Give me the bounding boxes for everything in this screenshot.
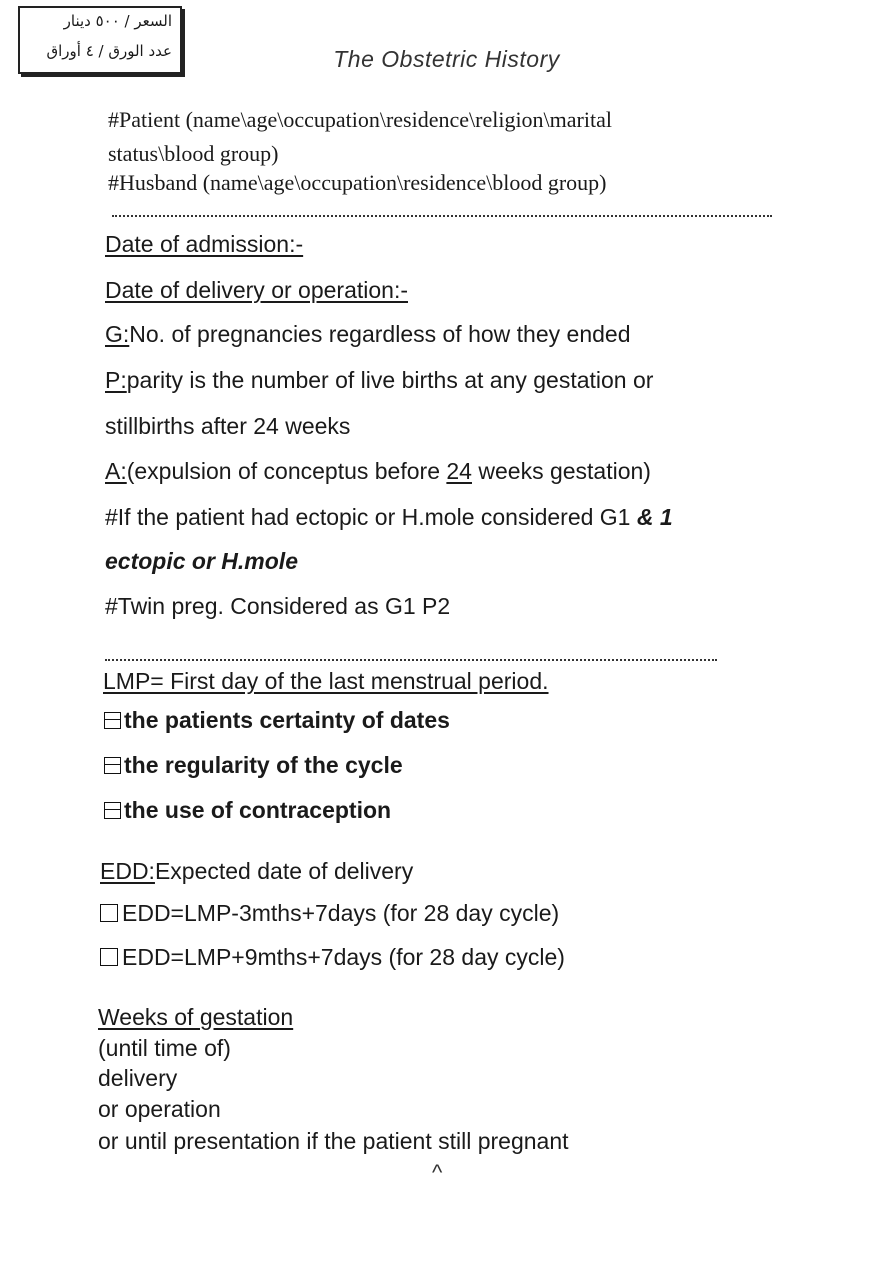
page-mark: ^	[432, 1160, 443, 1185]
gravida-label: G:	[105, 321, 130, 347]
abortion-weeks: 24	[446, 458, 472, 484]
ectopic-text: #If the patient had ectopic or H.mole considered G1	[105, 504, 637, 530]
lmp-item-certainty: the patients certainty of dates	[104, 707, 450, 734]
patient-line-1: #Patient (name\age\occupation\residence\religion\marital	[108, 107, 612, 132]
ectopic-bold-1: & 1	[636, 504, 673, 530]
edd-text: Expected date of delivery	[154, 858, 414, 884]
husband-line: #Husband (name\age\occupation\residence\blood group)	[108, 170, 607, 195]
separator-dots-1	[112, 215, 772, 217]
gravida-text: No. of pregnancies regardless of how they ended	[129, 321, 631, 347]
date-of-admission: Date of admission:-	[105, 231, 304, 257]
twin-line: #Twin preg. Considered as G1 P2	[105, 593, 451, 619]
edd-rule-1: EDD=LMP-3mths+7days (for 28 day cycle)	[100, 900, 559, 927]
patient-line-2: status\blood group)	[108, 141, 279, 166]
gravida-line	[105, 321, 631, 348]
parity-line-2: stillbirths after 24 weeks	[105, 413, 351, 439]
checkbox-icon	[100, 948, 118, 966]
parity-label: P:	[105, 367, 127, 393]
abortion-text-before: (expulsion of conceptus before	[126, 458, 447, 484]
parity-line-1	[105, 367, 653, 394]
ectopic-line-1	[105, 504, 673, 531]
weeks-line-2: delivery	[98, 1065, 178, 1091]
minus-box-icon	[104, 757, 121, 774]
lmp-heading: LMP= First day of the last menstrual period.	[103, 668, 549, 694]
weeks-line-3: or operation	[98, 1096, 221, 1122]
lmp-item-contraception: the use of contraception	[104, 797, 391, 824]
weeks-heading: Weeks of gestation	[98, 1004, 294, 1030]
stamp-pages: عدد الورق / ٤ أوراق	[46, 42, 172, 60]
stamp-price: السعر / ٥٠٠ دينار	[63, 12, 172, 30]
abortion-label: A:	[105, 458, 127, 484]
weeks-line-4: or until presentation if the patient still pregnant	[98, 1128, 569, 1154]
parity-text-1: parity is the number of live births at any gestation or	[126, 367, 654, 393]
ectopic-line-2: ectopic or H.mole	[105, 548, 298, 574]
edd-rule-2: EDD=LMP+9mths+7days (for 28 day cycle)	[100, 944, 565, 971]
lmp-item-regularity: the regularity of the cycle	[104, 752, 403, 779]
date-of-delivery: Date of delivery or operation:-	[105, 277, 408, 303]
edd-label: EDD:	[100, 858, 155, 884]
abortion-text-after: weeks gestation)	[471, 458, 651, 484]
document-title: The Obstetric History	[333, 46, 560, 72]
abortion-line	[105, 458, 651, 485]
edd-line	[100, 858, 413, 885]
separator-dots-2	[105, 659, 717, 661]
minus-box-icon	[104, 712, 121, 729]
checkbox-icon	[100, 904, 118, 922]
weeks-line-1: (until time of)	[98, 1035, 231, 1061]
minus-box-icon	[104, 802, 121, 819]
